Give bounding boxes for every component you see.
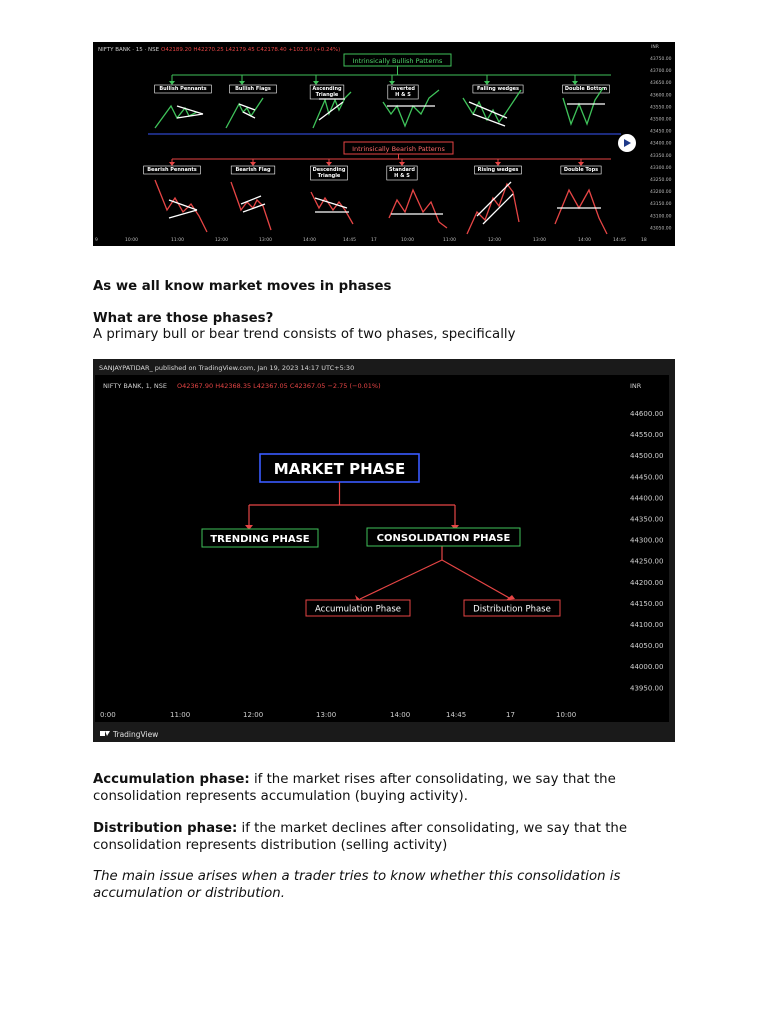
svg-text:Bullish Pennants: Bullish Pennants [159, 86, 207, 92]
rising-wedge-sketch [467, 182, 519, 234]
chart2-price-tick: 43950.00 [630, 684, 664, 693]
chart1-currency: INR [651, 45, 659, 50]
bullish-pattern-labels [155, 85, 610, 99]
distribution-phase-label: Distribution Phase [473, 604, 551, 615]
standard-hs-sketch [389, 190, 447, 228]
bearish-pattern-label [387, 166, 417, 180]
bullish-flag-sketch [226, 98, 263, 128]
accumulation-label: Accumulation phase: [93, 772, 250, 787]
bullish-pattern-label [230, 85, 277, 93]
chart2-symbol: NIFTY BANK, 1, NSE [103, 382, 167, 390]
accumulation-paragraph [93, 772, 653, 805]
bearish-branch-arrows [169, 159, 584, 166]
bearish-pattern-label [475, 166, 522, 174]
svg-text:Bearish Flag: Bearish Flag [235, 167, 271, 173]
chart1-price-tick: 43100.00 [650, 214, 672, 220]
tradingview-brand: TradingView [113, 730, 159, 739]
chart1-price-tick: 43350.00 [650, 153, 672, 159]
bearish-pattern-labels [144, 166, 602, 180]
chart1-price-tick: 43450.00 [650, 129, 672, 135]
svg-text:Standard: Standard [389, 167, 415, 173]
chart1-price-tick: 43400.00 [650, 141, 672, 147]
double-top-sketch [555, 190, 607, 234]
bullish-pennant-sketch [155, 106, 203, 128]
svg-text:H & S: H & S [394, 173, 410, 179]
chart2-time-tick: 17 [506, 711, 515, 719]
chart2-ohlc: O42367.90 H42368.35 L42367.05 C42367.05 −2.75 (−0.01%) [177, 382, 381, 390]
market-phase-label: MARKET PHASE [273, 460, 406, 478]
closing-paragraph: The main issue arises when a trader tries to know whether this consolidation is accumulation or distribution. [93, 869, 621, 901]
distribution-paragraph [93, 821, 653, 854]
chart1-time-tick: 11:00 [171, 238, 184, 243]
chart2-time-tick: 11:00 [170, 711, 191, 719]
svg-text:Inverted: Inverted [391, 86, 415, 92]
chart2-currency: INR [630, 382, 642, 390]
chart1-price-tick: 43750.00 [650, 57, 672, 62]
svg-text:H & S: H & S [395, 92, 411, 98]
chart1-time-tick: 10:00 [401, 238, 414, 243]
phases-heading: What are those phases? [93, 311, 274, 326]
svg-text:Triangle: Triangle [317, 173, 341, 179]
chart2-time-tick: 13:00 [316, 711, 337, 719]
svg-text:Ascending: Ascending [312, 86, 342, 92]
chart2-time-tick: 0:00 [100, 711, 116, 719]
descending-triangle-sketch [311, 192, 353, 224]
svg-text:Falling wedges: Falling wedges [476, 86, 520, 92]
market-phase-chart-image [93, 359, 675, 742]
bullish-branch-arrows [169, 75, 578, 85]
chart1-price-tick: 43250.00 [650, 178, 672, 183]
svg-text:Rising wedges: Rising wedges [477, 167, 519, 173]
chart2-price-tick: 44250.00 [630, 557, 664, 566]
chart1-time-tick: 13:00 [259, 238, 272, 243]
chart1-time-tick: 13:00 [533, 238, 546, 243]
chart1-time-tick: 17 [371, 238, 377, 243]
bullish-pattern-label [473, 85, 523, 93]
distribution-label: Distribution phase: [93, 821, 238, 836]
chart1-time-tick: 11:00 [443, 238, 456, 243]
chart-patterns-image [93, 42, 675, 246]
accumulation-text: if the market rises after consolidating, we say that the consolidation represents accumulation (buying activity). [93, 772, 616, 804]
chart1-time-tick: 18 [641, 238, 647, 243]
chart2-price-tick: 44350.00 [630, 515, 664, 524]
chart1-price-tick: 43050.00 [650, 226, 672, 232]
chart1-ohlc: O42189.20 H42270.25 L42179.45 C42178.40 +102.50 (+0.24%) [161, 47, 341, 53]
chart2-price-tick: 44000.00 [630, 663, 664, 672]
bullish-title: Intrinsically Bullish Patterns [352, 57, 443, 65]
double-bottom-sketch [563, 86, 608, 124]
accumulation-phase-label: Accumulation Phase [314, 604, 402, 615]
chart1-time-tick: 12:00 [215, 238, 228, 243]
chart1-price-tick: 43700.00 [650, 69, 672, 75]
chart2-price-tick: 44550.00 [630, 431, 664, 440]
bearish-pennant-sketch [155, 180, 207, 232]
chart2-price-tick: 44200.00 [630, 578, 664, 587]
bearish-pattern-label [144, 166, 201, 174]
chart1-price-tick: 43200.00 [650, 190, 672, 196]
chart2-time-tick: 10:00 [556, 711, 577, 719]
chart2-time-tick: 14:00 [390, 711, 411, 719]
chart2-time-tick: 14:45 [446, 711, 467, 719]
bearish-flag-sketch [231, 182, 271, 230]
chart1-price-tick: 43150.00 [650, 202, 672, 208]
chart1-price-tick: 43550.00 [650, 105, 672, 111]
chart1-time-axis [95, 237, 647, 243]
svg-text:Descending: Descending [312, 167, 346, 173]
bearish-title: Intrinsically Bearish Patterns [352, 145, 445, 153]
chart1-price-tick: 43300.00 [650, 165, 672, 171]
chart1-price-tick: 43500.00 [650, 117, 672, 123]
chart2-price-tick: 44050.00 [630, 642, 664, 651]
chart2-price-tick: 44100.00 [630, 621, 664, 629]
chart2-plot-area [95, 375, 669, 722]
chart1-time-tick: 9 [95, 238, 98, 243]
chart1-price-tick: 43600.00 [650, 93, 672, 99]
chart2-price-tick: 44500.00 [630, 452, 664, 461]
chart1-time-tick: 10:00 [125, 238, 138, 243]
distribution-text: if the market declines after consolidating, we say that the consolidation represents distribution (selling activity) [93, 821, 628, 853]
chart1-price-tick: 43650.00 [650, 81, 672, 87]
svg-text:Double Bottom: Double Bottom [564, 86, 608, 92]
chart1-time-tick: 14:45 [613, 238, 626, 243]
bearish-pattern-label [311, 166, 348, 180]
svg-text:Bearish Pennants: Bearish Pennants [147, 167, 197, 173]
chart1-time-tick: 14:00 [303, 238, 316, 243]
chart2-time-tick: 12:00 [243, 711, 264, 719]
chart2-price-tick: 44400.00 [630, 494, 664, 503]
svg-text:Bullish Flags: Bullish Flags [235, 86, 271, 92]
bearish-pattern-label [231, 166, 275, 174]
phases-intro: A primary bull or bear trend consists of two phases, specifically [93, 327, 516, 342]
bullish-pattern-label [388, 85, 418, 99]
falling-wedge-sketch [463, 90, 521, 126]
consolidation-phase-label: CONSOLIDATION PHASE [376, 533, 511, 544]
bullish-pattern-label [155, 85, 212, 93]
svg-text:Triangle: Triangle [315, 92, 339, 98]
chart1-time-tick: 14:45 [343, 238, 356, 243]
svg-text:Double Tops: Double Tops [563, 167, 599, 173]
chart1-time-tick: 14:00 [578, 238, 591, 243]
chart1-price-axis [650, 56, 672, 231]
chart2-price-tick: 44450.00 [630, 473, 664, 482]
chart2-price-tick: 44600.00 [630, 410, 664, 418]
chart1-time-tick: 12:00 [488, 238, 501, 243]
intro-statement: As we all know market moves in phases [93, 279, 392, 294]
trending-phase-label: TRENDING PHASE [210, 534, 310, 545]
chart2-price-tick: 44300.00 [630, 536, 664, 545]
chart2-price-tick: 44150.00 [630, 599, 664, 608]
chart1-header: NIFTY BANK · 15 · NSE [98, 47, 160, 53]
chart2-publisher: SANJAYPATIDAR_ published on TradingView.com, Jan 19, 2023 14:17 UTC+5:30 [99, 364, 355, 372]
bullish-pattern-label [310, 85, 344, 99]
bearish-pattern-label [561, 166, 601, 174]
